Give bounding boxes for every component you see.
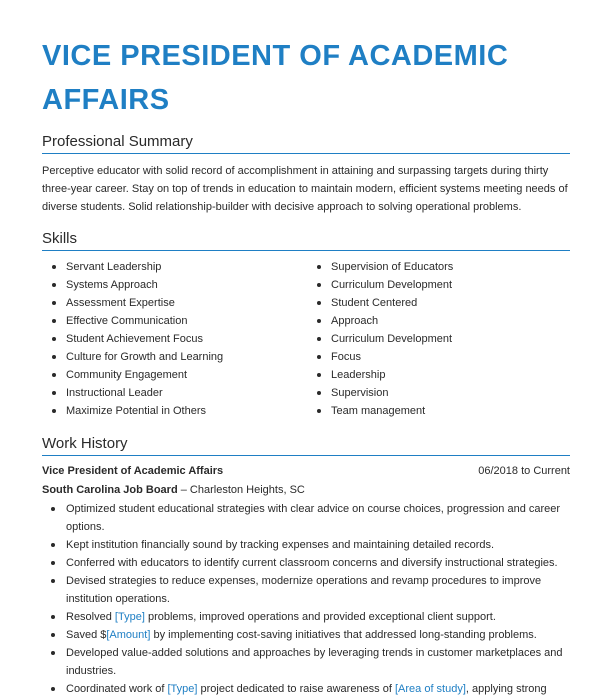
resume-title-line-2: AFFAIRS (42, 84, 170, 116)
employer-line (42, 484, 305, 496)
skill-item: Instructional Leader (50, 384, 223, 402)
job-duty-item (48, 626, 570, 644)
work-history-heading: Work History (42, 435, 128, 452)
placeholder-token: [Type] (114, 611, 145, 623)
skill-item: Servant Leadership (50, 258, 223, 276)
placeholder-token: [Area of study] (394, 683, 466, 695)
placeholder-token: [Amount] (106, 629, 151, 641)
work-history-divider (42, 455, 570, 456)
skill-item: Curriculum Development (315, 330, 453, 348)
job-duty-item (48, 644, 570, 680)
job-duty-text: Developed value-added solutions and approaches by leveraging trends in customer marketplaces and industries. (66, 647, 563, 677)
resume-title-line-1: VICE PRESIDENT OF ACADEMIC (42, 40, 509, 72)
job-duty-item (48, 536, 570, 554)
job-duty-text: by implementing cost-saving initiatives that addressed long-standing problems. (150, 629, 537, 641)
job-duties-list (48, 500, 570, 698)
skill-item: Student Centered (315, 294, 453, 312)
job-duty-text: project dedicated to raise awareness of (197, 683, 395, 695)
job-duty-item (48, 500, 570, 536)
skills-divider (42, 250, 570, 251)
employer-separator: – (177, 484, 190, 496)
job-duty-text: Optimized student educational strategies with clear advice on course choices, progression and career options. (66, 503, 561, 533)
skill-item: Supervision of Educators (315, 258, 453, 276)
skill-item: Curriculum Development (315, 276, 453, 294)
skill-item: Effective Communication (50, 312, 223, 330)
professional-summary-heading: Professional Summary (42, 133, 193, 150)
job-duty-text: problems, improved operations and provided exceptional client support. (144, 611, 496, 623)
employer-location: Charleston Heights, SC (189, 484, 305, 496)
job-duty-text: Saved $ (66, 629, 107, 641)
job-duty-text: Coordinated work of (66, 683, 168, 695)
job-duty-text: , applying strong (465, 683, 547, 695)
skill-item: Student Achievement Focus (50, 330, 223, 348)
job-duty-text: Kept institution financially sound by tracking expenses and maintaining detailed records. (66, 539, 495, 551)
job-dates: 06/2018 to Current (478, 465, 570, 477)
skill-item: Approach (315, 312, 453, 330)
employer-name: South Carolina Job Board (42, 484, 178, 496)
skills-list-left (50, 258, 223, 420)
skill-item: Supervision (315, 384, 453, 402)
skills-heading: Skills (42, 230, 78, 247)
skill-item: Community Engagement (50, 366, 223, 384)
skill-item: Leadership (315, 366, 453, 384)
skill-item: Focus (315, 348, 453, 366)
skills-list-right (315, 258, 453, 420)
job-duty-text: Resolved (66, 611, 115, 623)
job-duty-item (48, 680, 570, 698)
summary-divider (42, 153, 570, 154)
resume-title (42, 34, 582, 122)
skill-item: Assessment Expertise (50, 294, 223, 312)
skill-item: Team management (315, 402, 453, 420)
job-duty-item (48, 608, 570, 626)
professional-summary-text: Perceptive educator with solid record of accomplishment in attaining and surpassing targets during thirty three-year career. Stay on top of trends in education to maintain modern, efficient systems meeting needs of diverse students. Solid relationship-builder with decisive approach to solving operational problems. (42, 165, 568, 213)
job-duty-text: Conferred with educators to identify current classroom concerns and diversify instructional strategies. (66, 557, 558, 569)
job-title: Vice President of Academic Affairs (42, 465, 224, 477)
placeholder-token: [Type] (167, 683, 198, 695)
skill-item: Maximize Potential in Others (50, 402, 223, 420)
job-duty-text: Devised strategies to reduce expenses, modernize operations and revamp procedures to improve institution operations. (66, 575, 542, 605)
skill-item: Culture for Growth and Learning (50, 348, 223, 366)
skill-item: Systems Approach (50, 276, 223, 294)
job-duty-item (48, 572, 570, 608)
job-duty-item (48, 554, 570, 572)
